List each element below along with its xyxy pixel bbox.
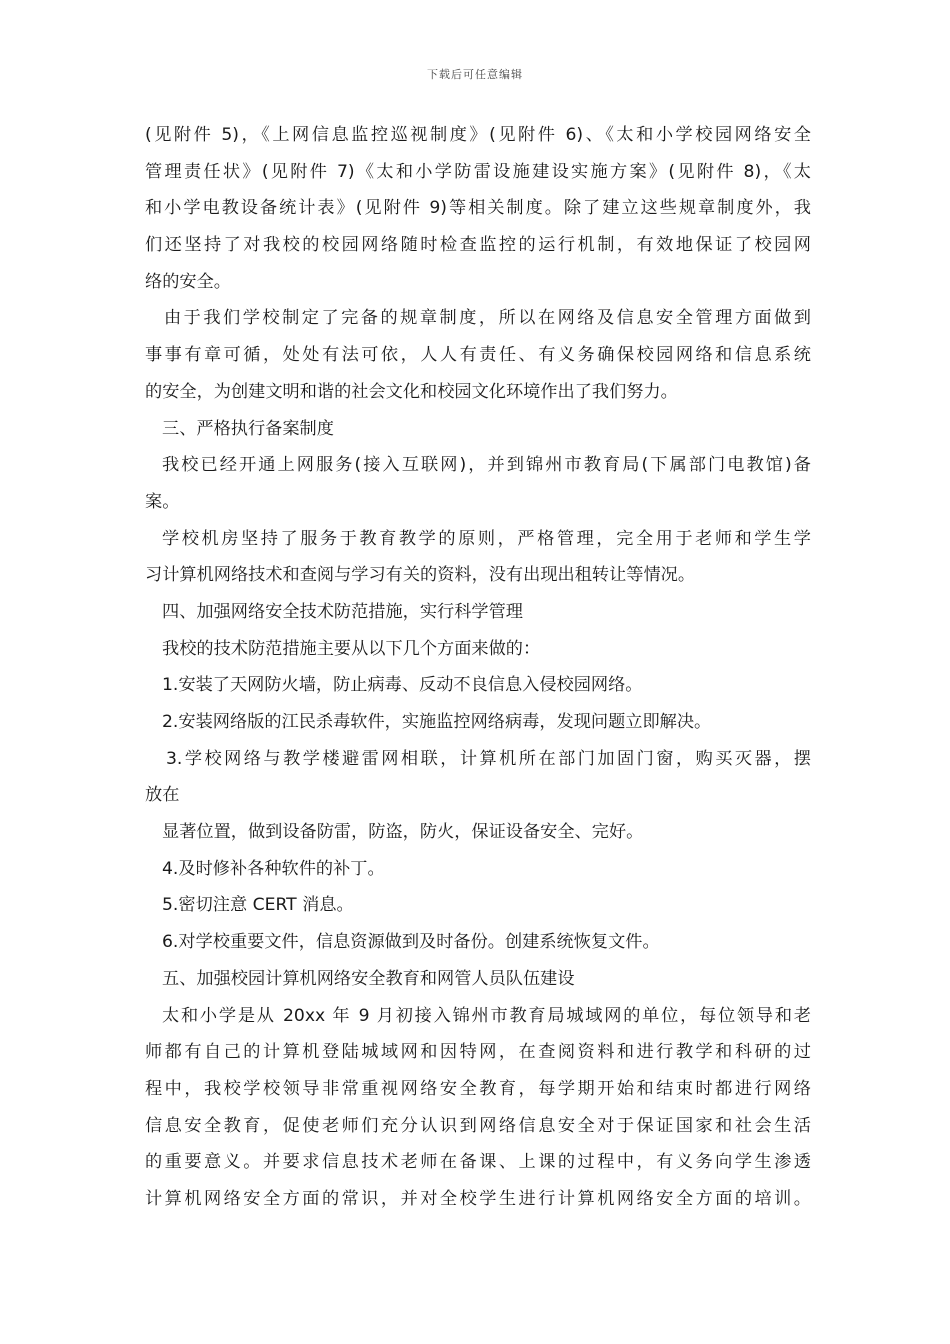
- text-line: 的安全，为创建文明和谐的社会文化和校园文化环境作出了我们努力。: [145, 381, 678, 402]
- text-line: 事事有章可循，处处有法可依，人人有责任、有义务确保校园网络和信息系统: [145, 345, 811, 366]
- text-line: 络的安全。: [145, 271, 231, 292]
- text-line: 计算机网络安全方面的常识，并对全校学生进行计算机网络安全方面的培训。: [145, 1188, 811, 1209]
- text-line: 由于我们学校制定了完备的规章制度，所以在网络及信息安全管理方面做到: [164, 308, 811, 329]
- text-line: 习计算机网络技术和查阅与学习有关的资料，没有出现出租转让等情况。: [145, 565, 696, 586]
- document-body: [145, 117, 811, 1218]
- text-line: (见附件 5)，《上网信息监控巡视制度》(见附件 6)、《太和小学校园网络安全: [145, 125, 811, 145]
- text-line: 师都有自己的计算机登陆城域网和因特网，在查阅资料和进行教学和科研的过: [145, 1042, 811, 1063]
- text-line: 和小学电教设备统计表》(见附件 9)等相关制度。除了建立这些规章制度外，我: [145, 198, 811, 219]
- section-heading: 四、加强网络安全技术防范措施，实行科学管理: [162, 601, 523, 622]
- list-item: 6.对学校重要文件，信息资源做到及时备份。创建系统恢复文件。: [162, 932, 660, 953]
- text-line: 们还坚持了对我校的校园网络随时检查监控的运行机制，有效地保证了校园网: [145, 235, 811, 256]
- text-line: 我校已经开通上网服务(接入互联网)，并到锦州市教育局(下属部门电教馆)备: [162, 455, 811, 476]
- list-item: 5.密切注意 CERT 消息。: [162, 895, 354, 916]
- list-item: 4.及时修补各种软件的补丁。: [162, 858, 385, 879]
- text-line: 的重要意义。并要求信息技术老师在备课、上课的过程中，有义务向学生渗透: [145, 1152, 811, 1173]
- text-line: 管理责任状》(见附件 7)《太和小学防雷设施建设实施方案》(见附件 8)，《太: [145, 161, 811, 182]
- text-line: 太和小学是从 20xx 年 9 月初接入锦州市教育局城域网的单位，每位领导和老: [162, 1005, 811, 1026]
- text-line: 案。: [145, 491, 180, 512]
- text-line: 程中，我校学校领导非常重视网络安全教育，每学期开始和结束时都进行网络: [145, 1078, 811, 1099]
- text-line: 放在: [145, 785, 180, 806]
- text-line: 学校机房坚持了服务于教育教学的原则，严格管理，完全用于老师和学生学: [162, 528, 811, 549]
- list-item: 3.学校网络与教学楼避雷网相联，计算机所在部门加固门窗，购买灭器，摆: [166, 748, 811, 769]
- list-item: 1.安装了天网防火墙，防止病毒、反动不良信息入侵校园网络。: [162, 675, 643, 696]
- page-header-note: 下载后可任意编辑: [427, 68, 523, 81]
- text-line: 显著位置，做到设备防雷，防盗，防火，保证设备安全、完好。: [162, 822, 644, 843]
- text-line: 我校的技术防范措施主要从以下几个方面来做的：: [162, 638, 541, 659]
- text-line: 信息安全教育，促使老师们充分认识到网络信息安全对于保证国家和社会生活: [145, 1115, 811, 1136]
- section-heading: 五、加强校园计算机网络安全教育和网管人员队伍建设: [162, 968, 575, 989]
- list-item: 2.安装网络版的江民杀毒软件，实施监控网络病毒，发现问题立即解决。: [162, 712, 712, 732]
- section-heading: 三、严格执行备案制度: [162, 418, 334, 439]
